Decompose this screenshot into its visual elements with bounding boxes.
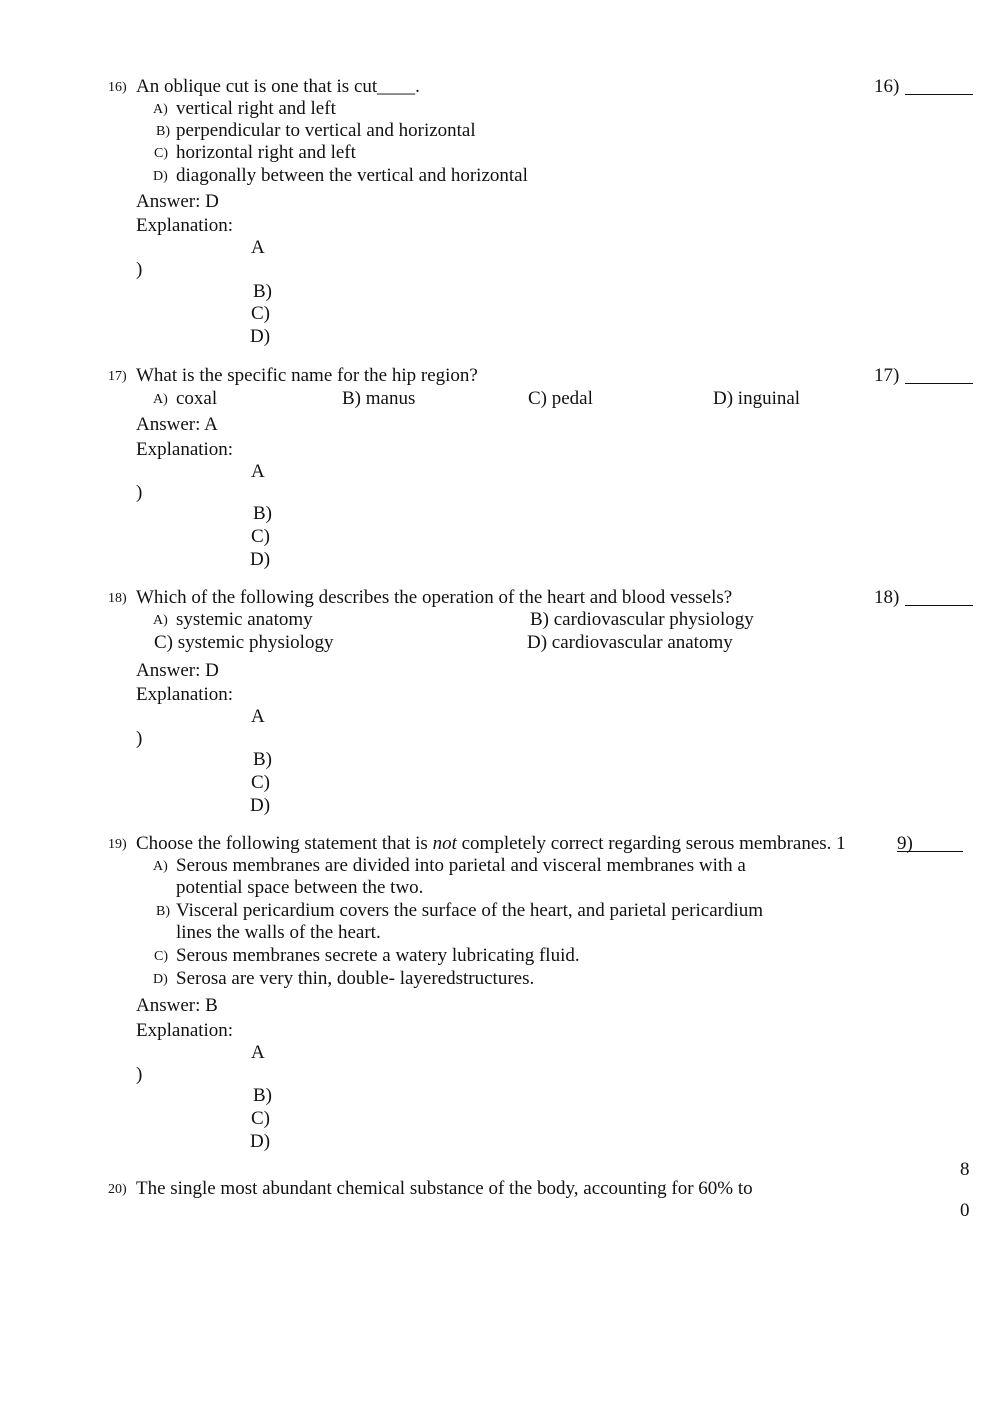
explanation-item: C)	[251, 1108, 270, 1129]
explanation-item: B)	[253, 1085, 272, 1106]
question-text: An oblique cut is one that is cut____.	[136, 76, 420, 97]
option-text: coxal	[176, 388, 218, 409]
explanation-item: )	[136, 1064, 143, 1085]
explanation-item: D)	[250, 326, 271, 347]
option-letter: B)	[156, 904, 170, 919]
option-text: vertical right and left	[176, 98, 336, 119]
option-letter: B)	[156, 124, 170, 139]
answer-blank-line	[897, 851, 963, 852]
explanation-item: A	[251, 237, 265, 258]
option-text: D) inguinal	[713, 388, 801, 409]
explanation-item: C)	[251, 303, 270, 324]
option-letter: D)	[153, 972, 168, 987]
question-number: 18)	[108, 591, 127, 606]
explanation-item: D)	[250, 1131, 271, 1152]
option-text: horizontal right and left	[176, 142, 356, 163]
explanation-item: B)	[253, 503, 272, 524]
answer-blank-label: 16)	[874, 76, 900, 97]
option-text: B) cardiovascular physiology	[530, 609, 754, 630]
option-text: Serous membranes are divided into parietal and visceral membranes with a	[176, 855, 746, 876]
question-number: 20)	[108, 1182, 127, 1197]
option-letter: C)	[154, 949, 168, 964]
question-text: Which of the following describes the operation of the heart and blood vessels?	[136, 587, 733, 608]
option-letter: D)	[153, 169, 168, 184]
option-letter: A)	[153, 102, 168, 117]
option-text: perpendicular to vertical and horizontal	[176, 120, 476, 141]
option-text: systemic anatomy	[176, 609, 313, 630]
answer-blank-label: 18)	[874, 587, 900, 608]
emphasis-not: not	[432, 833, 457, 854]
side-character: 0	[960, 1200, 970, 1221]
explanation-item: C)	[251, 526, 270, 547]
answer-blank-line	[905, 383, 973, 384]
option-letter: A)	[153, 859, 168, 874]
option-text-continued: potential space between the two.	[176, 877, 424, 898]
option-text: diagonally between the vertical and horizontal	[176, 165, 528, 186]
option-text-continued: lines the walls of the heart.	[176, 922, 381, 943]
explanation-item: B)	[253, 281, 272, 302]
explanation-item: A	[251, 461, 265, 482]
question-number: 16)	[108, 80, 127, 95]
option-text: Visceral pericardium covers the surface of the heart, and parietal pericardium	[176, 900, 764, 921]
option-letter: A)	[153, 613, 168, 628]
explanation-item: A	[251, 1042, 265, 1063]
explanation-item: D)	[250, 549, 271, 570]
answer-line: Answer: D	[136, 191, 219, 212]
explanation-item: )	[136, 482, 143, 503]
answer-line: Answer: D	[136, 660, 219, 681]
question-number: 17)	[108, 369, 127, 384]
explanation-label: Explanation:	[136, 439, 234, 460]
explanation-label: Explanation:	[136, 1020, 234, 1041]
explanation-item: B)	[253, 749, 272, 770]
option-text: Serosa are very thin, double- layeredstructures.	[176, 968, 535, 989]
question-number: 19)	[108, 837, 127, 852]
question-text: The single most abundant chemical substance of the body, accounting for 60% to	[136, 1178, 753, 1199]
explanation-item: )	[136, 259, 143, 280]
option-letter: A)	[153, 392, 168, 407]
answer-line: Answer: B	[136, 995, 218, 1016]
explanation-label: Explanation:	[136, 684, 234, 705]
question-text: What is the specific name for the hip region?	[136, 365, 478, 386]
answer-blank-line	[905, 605, 973, 606]
side-character: 8	[960, 1159, 970, 1180]
answer-line: Answer: A	[136, 414, 218, 435]
explanation-item: A	[251, 706, 265, 727]
option-text: B) manus	[342, 388, 416, 409]
answer-blank-line	[905, 94, 973, 95]
option-text: C) systemic physiology	[154, 632, 334, 653]
question-text: Choose the following statement that is not completely correct regarding serous membranes. 1	[136, 833, 846, 854]
option-text: Serous membranes secrete a watery lubricating fluid.	[176, 945, 580, 966]
answer-blank-label: 17)	[874, 365, 900, 386]
explanation-item: D)	[250, 795, 271, 816]
option-letter: C)	[154, 146, 168, 161]
answer-blank-label: 9)	[897, 833, 913, 854]
explanation-label: Explanation:	[136, 215, 234, 236]
explanation-item: )	[136, 728, 143, 749]
option-text: D) cardiovascular anatomy	[527, 632, 733, 653]
explanation-item: C)	[251, 772, 270, 793]
option-text: C) pedal	[528, 388, 593, 409]
